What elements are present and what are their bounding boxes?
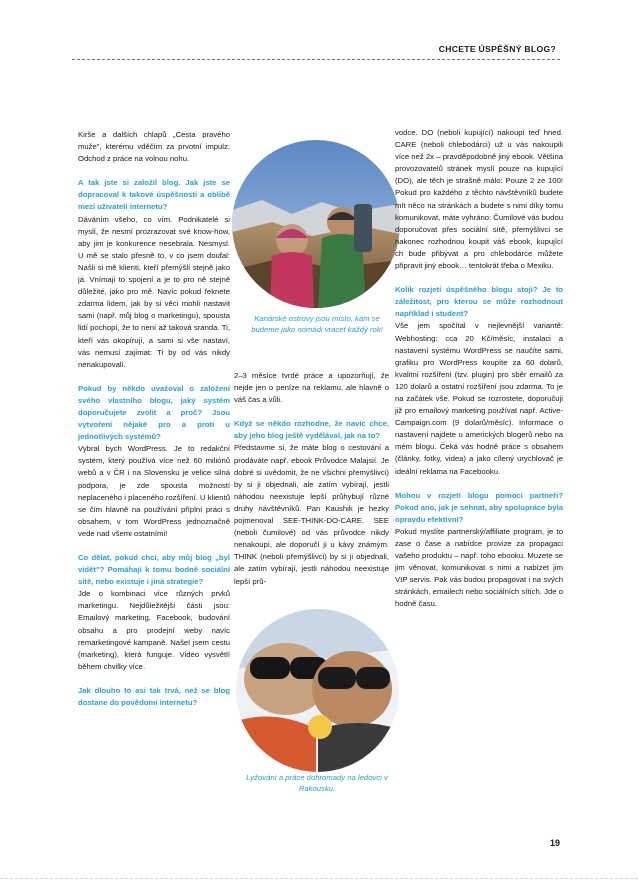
header-title: CHCETE ÚSPĚŠNÝ BLOG? — [438, 44, 556, 54]
question-heading: Pokud by někdo uvažoval o založení svého vlastního blogu, jaký systém doporučujete zvolit a proč? Jsou vytvoření nějaké pro a proti u jednotlivých systémů? — [78, 383, 230, 442]
paragraph: Pokud myslíte partnerský/affiliate program, je to zase o čase a nabídce provize za propagaci vašeho produktu – např. toho ebooku. Muzete se jim věnovat, komunikovat s nimi a nabízet jim VIP servis. Pak vás budou propagovat i na svých stránkách, emailech nebo sociálních sítích. Jde o hodně času. — [395, 526, 563, 609]
paragraph: Představme si, že máte blog o cestování a prodáváte např. ebook Průvodce Malajsií. Je dobré si uvědomit, že ne všichni přemýšlivci) by si ji objednali, ale zatím vybírají, jestli náhodou neexistuje lepší průhybují různé druhy návštěvníků. Pan Kaushik je hezky pojmenoval SEE-THINK-DO-CARE. SEE (neboli čumilové) od vás průvodce nikdy nenakoupí, ale doporučí ji u kávy známým. THINK (neboli přemýšlivci) by si ji objednali, ale zatím vybírají, jestli náhodou neexistuje lepší prů- — [234, 443, 389, 586]
question-heading: Kolik rozjetí úspěšného blogu stojí? Je to záležitost, pro kterou se může rozhodnout například i student? — [395, 285, 563, 319]
paragraph: Jde o kombinaci více různých prvků marketingu. Nejdůležitější části jsou: Emailový marketing, Facebook, budování obsahu a pro prodejní weby navíc remarketingové kampaně. Našel jsem cestu (marketing), která funguje. Video vysvětlí během chvilky více. — [78, 589, 230, 671]
question-heading: Jak dlouho to asi tak trvá, než se blog dostane do povědomí internetu? — [78, 685, 230, 708]
paragraph: 2–3 měsíce tvrdé práce a upozorňují, že nejde jen o peníze na reklamu, ale hlavně o váš čas a vůli. — [234, 371, 389, 405]
question-heading: Co dělat, pokud chci, aby můj blog „byl vidět"? Pomáhají k tomu bodně sociální sítě, nebo existuje i jiná strategie? — [78, 553, 230, 587]
header-rule — [72, 59, 560, 60]
bottom-rule — [0, 878, 638, 879]
page-number: 19 — [549, 838, 560, 848]
paragraph: Vybral bych WordPress. Je to redakční systém, který používá více než 60 miliónů webů a v ČR i na Slovensku je velice silná podpora, je zde spousta možností neplaceného i placeného rozšíření. U klientů se čím hlavně na používání příplní práci s obsahem, v tom WordPress jednoznačně vede nad všemi ostatními! — [78, 444, 230, 538]
question-heading: Mohou v rozjetí blogu pomoci partneři? Pokud ano, jak je sehnat, aby spolupráce byla opravdu efektivní? — [395, 490, 563, 524]
paragraph: vodce. DO (neboli kupující) nakoupí teď hned. CARE (neboli chlebodárci) už u vás nakoupili více než 2x – pravděpodobně jiný ebook. Většina provozovatelů stránek myslí pouze na kupující (DO), ale těch je strašně málo: Pouze 2 ze 100! Pokud pro každého z těchto návštěvníků budete mít něco na stránkách a budete s nimi díky tomu komunikovat, máte vyhráno: Čumilové vás budou doporučovat přes sociální sítě, přemýšlivci se nakonec rozhodnou koupit váš ebook, kupující ch bude přibývat a pro chlebodárce můžete připravit jiný ebook… tentokrát třeba o Mexiku. — [395, 128, 563, 271]
canary-islands-image — [232, 140, 400, 308]
photo-caption: Lyžování a práce dohromady na ledovci v Rakousku. — [246, 773, 388, 793]
question-heading: Když se někdo rozhodne, že navíc chce, aby jeho blog ještě vydělával, jak na to? — [234, 419, 389, 441]
question-heading: A tak jste si založil blog. Jak jste se dopracoval k takové úspěšnosti a oblibě mezi uživateli internetu? — [78, 178, 230, 212]
photo-caption: Kanárské ostrovy jsou místo, kam se budeme jako nomádi vracet každý rok! — [251, 314, 383, 334]
column-left — [78, 129, 230, 709]
paragraph: Kirše a dalších chlapů „Cesta pravého muže", kterému vděčím za prvotní impulz: Odchod z práce na volnou nohu. — [78, 130, 230, 164]
photo-skiing — [236, 609, 399, 772]
column-right — [395, 127, 563, 611]
skiing-image — [236, 609, 399, 772]
photo-canary-islands — [232, 140, 400, 308]
paragraph: Vše jem spočítal v nejlevnější variantě: Webhosting: cca 20 Kč/měsíc, instalaci a nastavení systému WordPress se naučíte sami, grafiku pro WordPress koupíte za 60 dolarů, kvalitní rozšíření (tzv. plugin) pro sběr emailů za 120 dolarů a ostatní rozšíření jsou zdarma. To je na začátek vše. Pokud se rozrostete, doporučuji již pro emailový marketing používat např. Active-Campaign.com (9 dolarů/měsíc). Informace o nastavení najdete u amerických blogerů nebo na mém blogu. Čeká vás hodně práce s obsahem (články, fotky, videa) a jako cílený urychlovač je ideální reklama na Facebooku. — [395, 321, 563, 476]
column-middle — [234, 370, 389, 588]
paragraph: Dáváním všeho, co vím. Podnikatelé si myslí, že nesmí prozrazovat své know-how, aby jim je konkurence nesebrala. Nesmysl. U mě se stalo přesně to, v co jsem doufal: Našli si mě klienti, kteří přemýšlí stejně jako já. Vnímají to spojení a je to pro ně stejně důležité, jako pro mě. Navíc pokud řeknete zdarma lidem, jak by si věci mohli nastavit sami (např. můj blog o marketingu), spousta lidí pochopí, že to není až taková sranda. Ti, kteří vás okopírují, a sami si vše nastaví, vás nemusí zajímat: Ti by od vás nikdy nenakupovali. — [78, 214, 230, 369]
